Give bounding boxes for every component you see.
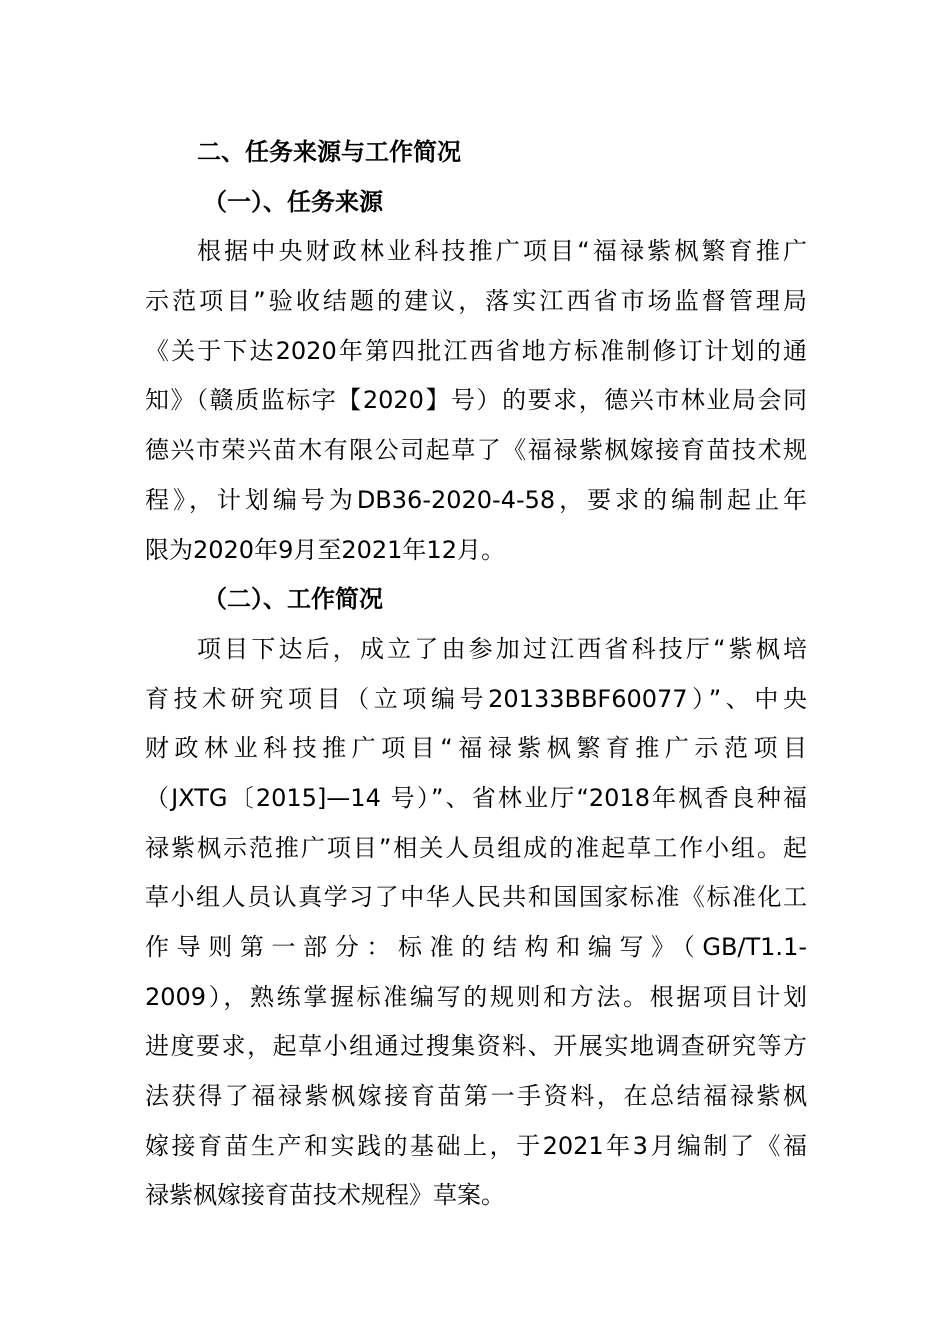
section-heading: 二、任务来源与工作简况 bbox=[197, 138, 461, 166]
paragraph-line: （JXTG〔2015]—14 号）”、省林业厅“2018年枫香良种福 bbox=[145, 783, 807, 812]
paragraph-line: 草小组人员认真学习了中华人民共和国国家标准《标准化工 bbox=[145, 883, 807, 912]
paragraph-line: 财政林业科技推广项目“福禄紫枫繁育推广示范项目 bbox=[145, 734, 807, 763]
document-page bbox=[145, 128, 807, 1221]
paragraph-line: 作导则第一部分：标准的结构和编写》（GB/T1.1- bbox=[145, 933, 807, 961]
paragraph-line: 知》（赣质监标字【2020】号）的要求，德兴市林业局会同 bbox=[145, 386, 807, 415]
paragraph-line: 进度要求，起草小组通过搜集资料、开展实地调查研究等方 bbox=[145, 1032, 807, 1061]
paragraph-line: 项目下达后，成立了由参加过江西省科技厅“紫枫培 bbox=[197, 634, 807, 663]
paragraph-line: 德兴市荣兴苗木有限公司起草了《福禄紫枫嫁接育苗技术规 bbox=[145, 436, 807, 465]
paragraph-line: 限为2020年9月至2021年12月。 bbox=[145, 535, 505, 564]
paragraph-work-overview bbox=[145, 625, 807, 1221]
paragraph-line: 禄紫枫嫁接育苗技术规程》草案。 bbox=[145, 1181, 505, 1210]
subsection-heading-work-overview: （二）、工作简况 bbox=[203, 585, 383, 614]
paragraph-line: 《关于下达2020年第四批江西省地方标准制修订计划的通 bbox=[145, 336, 807, 365]
paragraph-task-source bbox=[145, 227, 807, 575]
paragraph-line: 禄紫枫示范推广项目”相关人员组成的准起草工作小组。起 bbox=[145, 833, 807, 862]
subsection-heading-task-source: （一）、任务来源 bbox=[203, 187, 383, 216]
paragraph-line: 程》，计划编号为DB36-2020-4-58，要求的编制起止年 bbox=[145, 485, 807, 514]
paragraph-line: 育技术研究项目（立项编号20133BBF60077）”、中央 bbox=[145, 684, 807, 713]
paragraph-line: 示范项目”验收结题的建议，落实江西省市场监督管理局 bbox=[145, 287, 807, 316]
paragraph-line: 嫁接育苗生产和实践的基础上，于2021年3月编制了《福 bbox=[145, 1131, 807, 1160]
paragraph-line: 根据中央财政林业科技推广项目“福禄紫枫繁育推广 bbox=[197, 237, 807, 266]
paragraph-line: 法获得了福禄紫枫嫁接育苗第一手资料，在总结福禄紫枫 bbox=[145, 1082, 807, 1111]
paragraph-line: 2009），熟练掌握标准编写的规则和方法。根据项目计划 bbox=[145, 982, 807, 1011]
